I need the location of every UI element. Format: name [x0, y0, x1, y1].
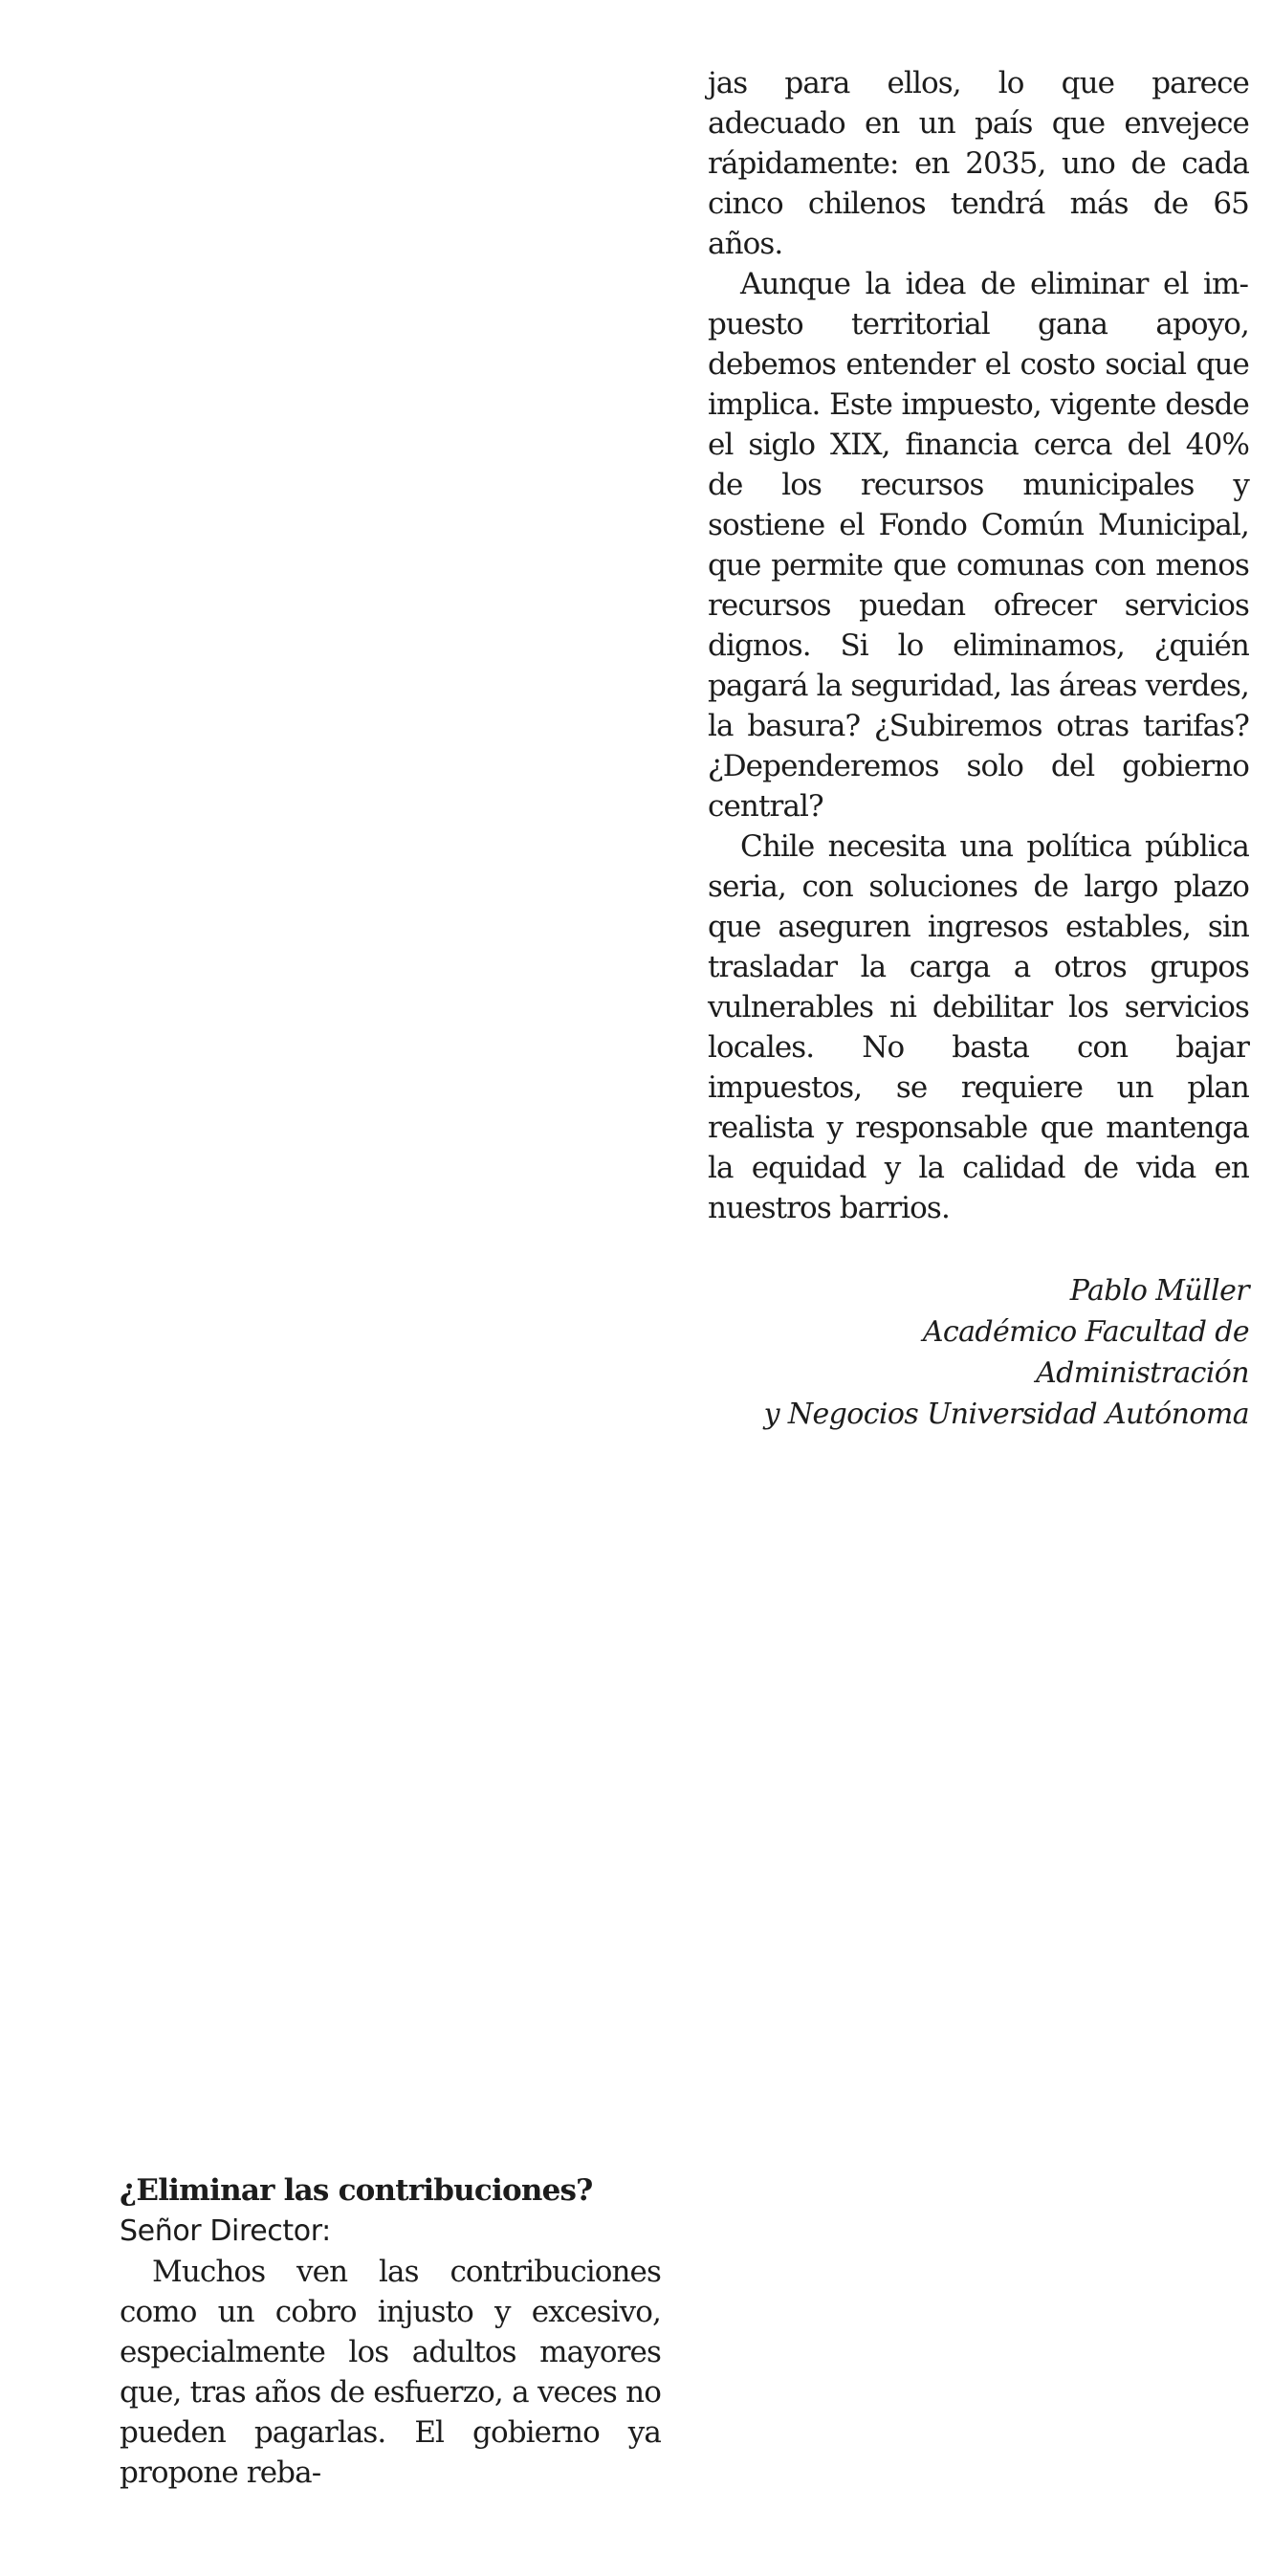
signature-affiliation-line-2: y Negocios Universidad Autónoma — [763, 1398, 1249, 1431]
letter-paragraph-3: Chile necesita una política pública seria, con soluciones de largo plazo que aseguren ingresos estables, sin trasladar la carga a otros grupos vulnerables ni debilitar los servicios locales. No basta con bajar impuestos, se requiere un plan realista y responsable que mantenga la equidad y la calidad de vida en nuestros barrios. — [708, 829, 1249, 1225]
letter-headline: ¿Eliminar las contribuciones? — [120, 2173, 593, 2208]
signature-name: Pablo Müller — [1069, 1274, 1249, 1308]
letter-paragraph-1: jas para ellos, lo que parece adecuado en un país que envejece rápidamente: en 2035, uno de cada cinco chilenos tendrá más de 65 años. — [708, 66, 1249, 261]
letter-opening-paragraph: Muchos ven las contribuciones como un cobro injusto y excesivo, especialmente los adultos mayores que, tras años de esfuerzo, a veces no pueden pagarlas. El gobierno ya propone reba- — [120, 2255, 661, 2490]
letter-paragraph-2: Aunque la idea de eliminar el impuesto territorial gana apoyo, debemos entender el costo social que implica. Este impuesto, vigente desde el siglo XIX, financia cerca del 40% de los recursos municipales y sostiene el Fondo Común Municipal, que permite que comunas con menos recursos puedan ofrecer servicios dignos. Si lo eliminamos, ¿quién pagará la seguridad, las áreas verdes, la basura? ¿Subiremos otras tarifas? ¿Dependeremos solo del gobierno central? — [708, 267, 1249, 824]
letter-continuation-column — [708, 63, 1249, 1435]
signature-affiliation-line-1: Académico Facultad de Administración — [922, 1315, 1249, 1390]
letter-signature — [708, 1270, 1249, 1435]
letter-salutation: Señor Director: — [120, 2214, 331, 2248]
letter-start-column — [120, 2169, 661, 2493]
